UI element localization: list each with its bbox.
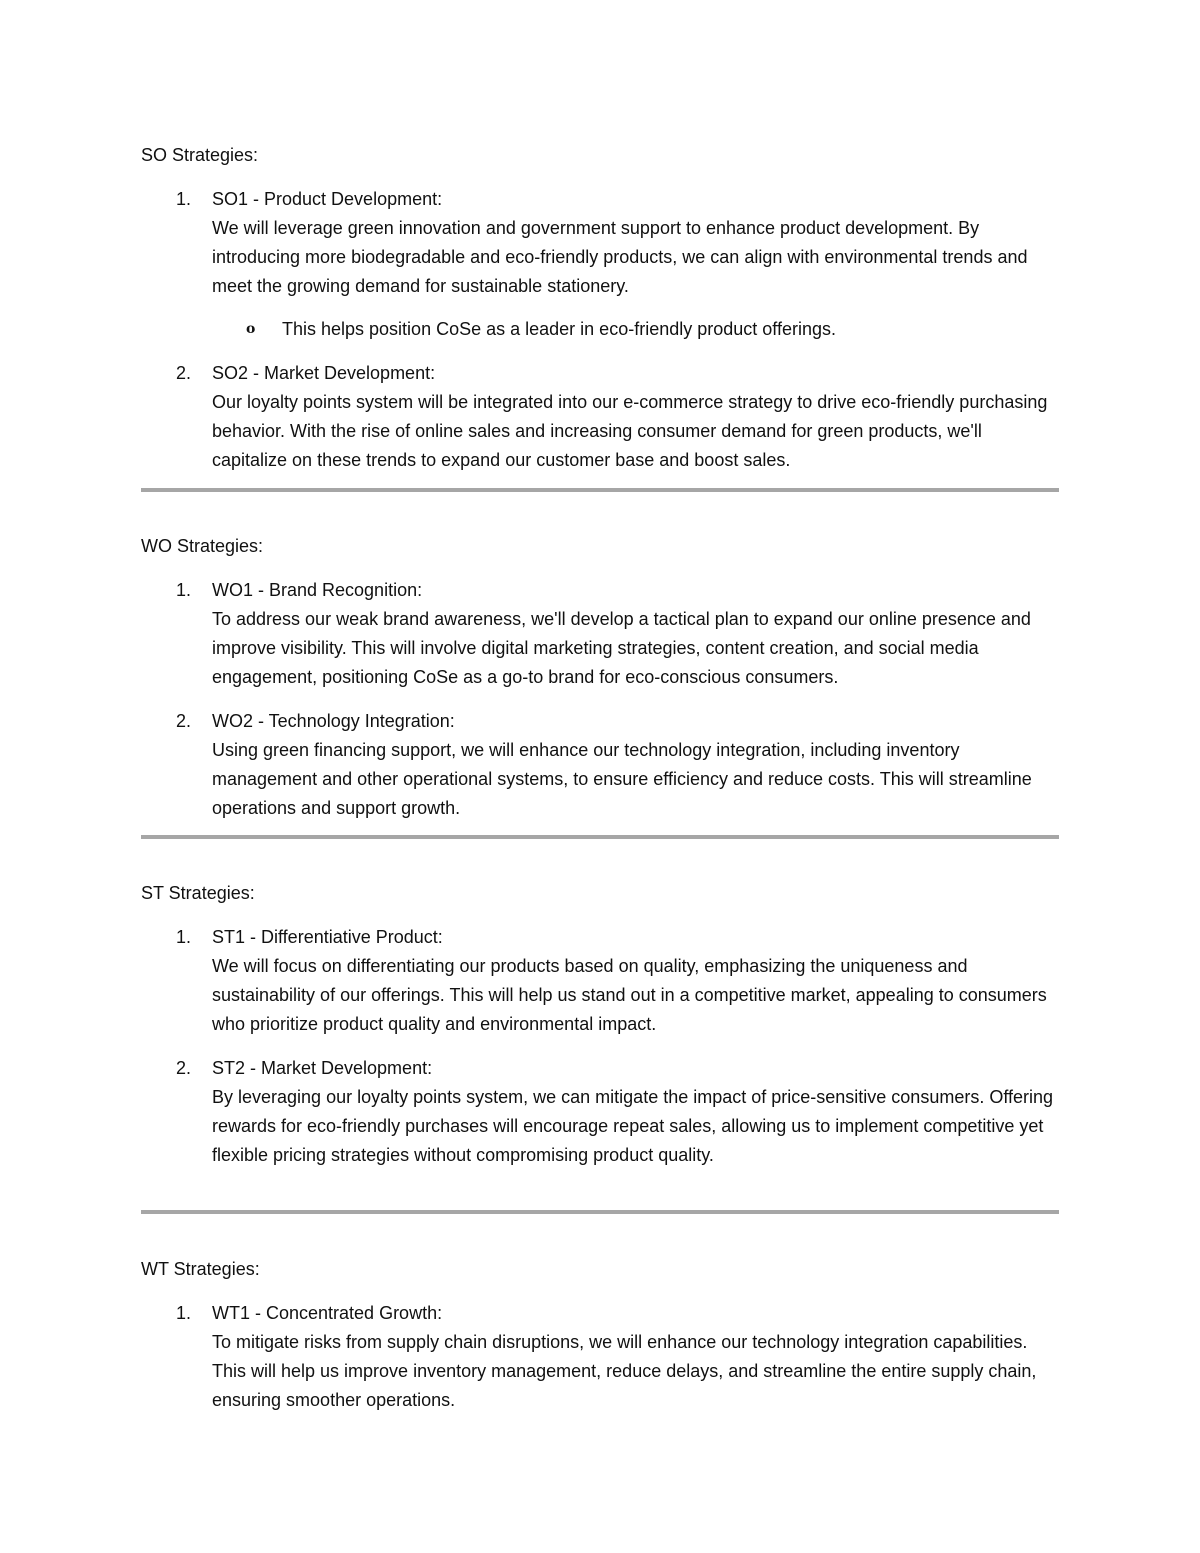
- sub-bullet: [141, 315, 1059, 344]
- section-heading: SO Strategies:: [141, 145, 259, 165]
- list-number: 2.: [176, 1058, 192, 1078]
- list-number: 1.: [176, 1303, 192, 1323]
- list-number: 2.: [176, 363, 192, 383]
- list-number: 2.: [176, 711, 192, 731]
- item-title: WT1 - Concentrated Growth:: [212, 1303, 443, 1323]
- wo-strategies-section: [141, 532, 1059, 823]
- wt-strategies-section: [141, 1255, 1059, 1415]
- section-heading: ST Strategies:: [141, 883, 255, 903]
- list-number: 1.: [176, 580, 192, 600]
- list-item: [141, 359, 1059, 475]
- list-number: 1.: [176, 189, 192, 209]
- item-title: ST2 - Market Development:: [212, 1058, 433, 1078]
- list-item: [141, 923, 1059, 1039]
- item-body: Our loyalty points system will be integrated into our e-commerce strategy to drive eco-friendly purchasing behavior. With the rise of online sales and increasing consumer demand for green products, we'll capitalize on these trends to expand our customer base and boost sales.: [212, 392, 1048, 470]
- item-title: WO2 - Technology Integration:: [212, 711, 455, 731]
- section-divider: [141, 1210, 1059, 1214]
- item-body: We will focus on differentiating our products based on quality, emphasizing the uniqueness and sustainability of our offerings. This will help us stand out in a competitive market, appealing to consumers who prioritize product quality and environmental impact.: [212, 956, 1047, 1034]
- so-strategies-section: [141, 141, 1059, 475]
- list-number: 1.: [176, 927, 192, 947]
- section-heading: WT Strategies:: [141, 1259, 260, 1279]
- st-strategies-section: [141, 879, 1059, 1170]
- list-item: [141, 707, 1059, 823]
- list-item: [141, 576, 1059, 692]
- item-title: SO1 - Product Development:: [212, 189, 443, 209]
- list-item: [141, 1299, 1059, 1415]
- item-body: We will leverage green innovation and government support to enhance product development. By introducing more biodegradable and eco-friendly products, we can align with environmental trends and meet the growing demand for sustainable stationery.: [212, 218, 1028, 296]
- item-title: SO2 - Market Development:: [212, 363, 436, 383]
- section-divider: [141, 835, 1059, 839]
- bullet-mark-icon: o: [246, 321, 256, 337]
- item-body: By leveraging our loyalty points system, we can mitigate the impact of price-sensitive consumers. Offering rewards for eco-friendly purchases will encourage repeat sales, allowing us to implement competitive yet flexible pricing strategies without compromising product quality.: [212, 1087, 1054, 1165]
- item-title: WO1 - Brand Recognition:: [212, 580, 423, 600]
- item-title: ST1 - Differentiative Product:: [212, 927, 443, 947]
- item-body: To address our weak brand awareness, we'll develop a tactical plan to expand our online presence and improve visibility. This will involve digital marketing strategies, content creation, and social media engagement, positioning CoSe as a go-to brand for eco-conscious consumers.: [212, 609, 1031, 687]
- section-divider: [141, 488, 1059, 492]
- item-body: To mitigate risks from supply chain disruptions, we will enhance our technology integration capabilities. This will help us improve inventory management, reduce delays, and streamline the entire supply chain, ensuring smoother operations.: [212, 1332, 1037, 1410]
- section-heading: WO Strategies:: [141, 536, 264, 556]
- list-item: [141, 1054, 1059, 1170]
- item-body: Using green financing support, we will enhance our technology integration, including inventory management and other operational systems, to ensure efficiency and reduce costs. This will streamline operations and support growth.: [212, 740, 1032, 818]
- bullet-text: This helps position CoSe as a leader in eco-friendly product offerings.: [282, 319, 836, 339]
- list-item: [141, 185, 1059, 301]
